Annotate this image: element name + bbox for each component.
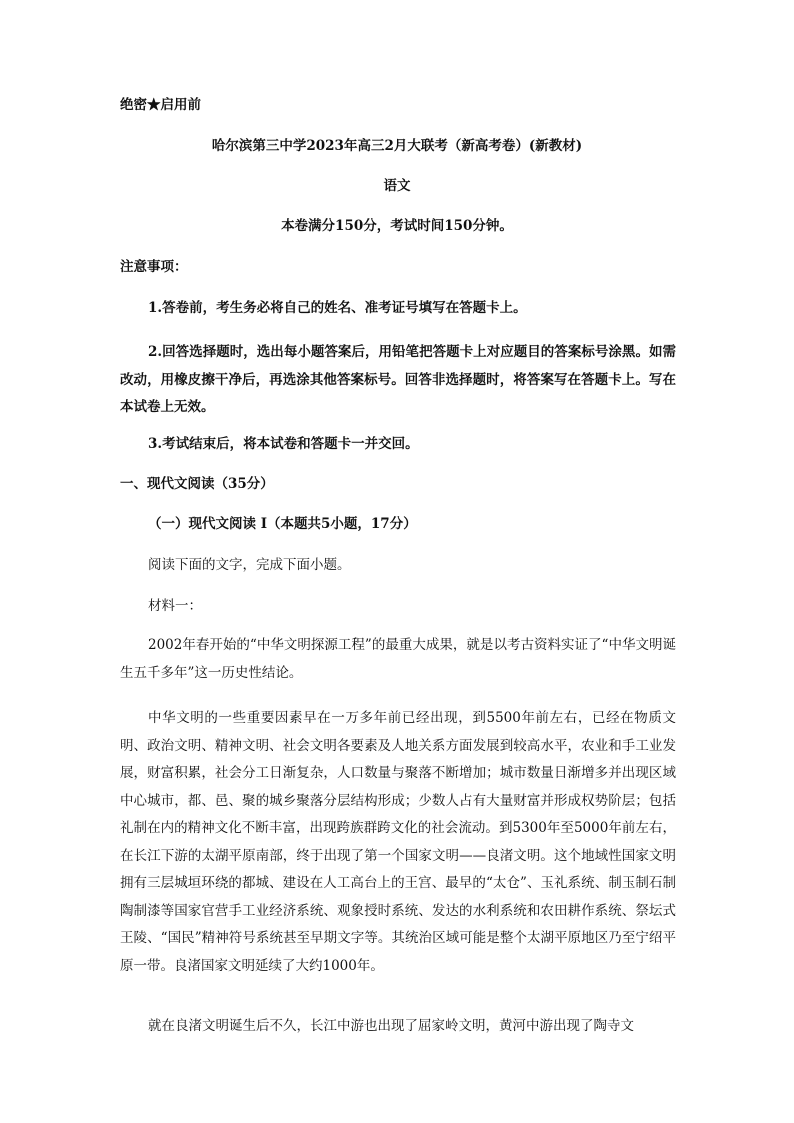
material-paragraph: 就在良渚文明诞生后不久，长江中游也出现了屈家岭文明，黄河中游出现了陶寺文 (148, 1018, 634, 1034)
section-heading: 一、现代文阅读（35分） (120, 476, 274, 492)
material-paragraph: 2002年春开始的“中华文明探源工程”的最重大成果，就是以考古资料实证了“中华文明诞生五千多年”这一历史性结论。 (120, 637, 676, 681)
material-paragraph: 中华文明的一些重要因素早在一万多年前已经出现，到5500年前左右，已经在物质文明、政治文明、精神文明、社会文明各要素及人地关系方面发展到较高水平，农业和手工业发展，财富积累，社会分工日渐复杂，人口数量与聚落不断增加；城市数量日渐增多并出现区域中心城市，都、邑、聚的城乡聚落分层结构形成；少数人占有大量财富并形成权势阶层；包括礼制在内的精神文化不断丰富，出现跨族群跨文化的社会流动。到5300年至5000年前左右，在长江下游的太湖平原南部，终于出现了第一个国家文明——良渚文明。这个地域性国家文明拥有三层城垣环绕的都城、建设在人工高台上的王宫、最早的“太仓”、玉礼系统、制玉制石制陶制漆等国家官营手工业经济系统、观象授时系统、发达的水利系统和农田耕作系统、祭坛式王陵、“国民”精神符号系统甚至早期文字等。其统治区域可能是整个太湖平原地区乃至宁绍平原一带。良渚国家文明延续了大约1000年。 (120, 710, 676, 974)
subject-title: 语文 (383, 178, 411, 194)
material-label: 材料一： (148, 598, 202, 614)
notes-item-1: 1.答卷前，考生务必将自己的姓名、准考证号填写在答题卡上。 (148, 300, 527, 316)
score-time-info: 本卷满分150分，考试时间150分钟。 (281, 218, 513, 234)
subsection-heading: （一）现代文阅读 I（本题共5小题，17分） (148, 516, 417, 532)
exam-title: 哈尔滨第三中学2023年高三2月大联考（新高考卷）(新教材) (211, 138, 583, 154)
secret-mark: 绝密★启用前 (120, 97, 201, 113)
reading-instruction: 阅读下面的文字，完成下面小题。 (148, 557, 351, 573)
notes-item-2: 2.回答选择题时，选出每小题答案后，用铅笔把答题卡上对应题目的答案标号涂黑。如需改动，用橡皮擦干净后，再选涂其他答案标号。回答非选择题时，将答案写在答题卡上。写在本试卷上无效。 (120, 344, 676, 415)
notes-item-3: 3.考试结束后，将本试卷和答题卡一并交回。 (148, 436, 419, 452)
notes-heading: 注意事项： (120, 259, 188, 275)
